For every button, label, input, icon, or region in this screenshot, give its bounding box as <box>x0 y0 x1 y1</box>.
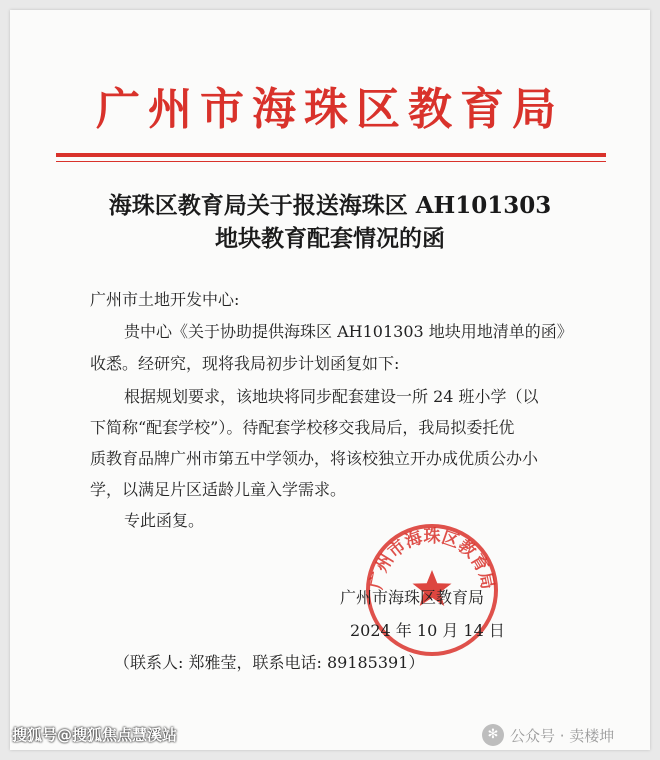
watermark-right <box>482 724 614 746</box>
svg-text:广州市海珠区教育局: 广州市海珠区教育局 <box>366 527 498 592</box>
body-line: 下简称“配套学校”）。待配套学校移交我局后，我局拟委托优 <box>90 418 515 437</box>
signature-date: 2024 年 10 月 14 日 <box>350 621 505 640</box>
letterhead-rule-thick <box>56 153 606 157</box>
letter-page <box>10 10 650 750</box>
watermark-right-text: 公众号 · 卖楼坤 <box>510 726 615 745</box>
body-line: 根据规划要求，该地块将同步配套建设一所 24 班小学（以 <box>124 387 539 406</box>
watermark-left: 搜狐号@搜狐焦点慧溪站 <box>12 726 178 744</box>
wechat-icon: ✻ <box>482 724 504 746</box>
body-line: 质教育品牌广州市第五中学领办，将该校独立开办成优质公办小 <box>90 449 539 468</box>
letterhead-rule-thin <box>56 161 606 162</box>
closing-line: 专此函复。 <box>124 511 205 530</box>
addressee: 广州市土地开发中心: <box>90 290 240 309</box>
letter-title-line-2: 地块教育配套情况的函 <box>215 225 445 252</box>
signature-organization: 广州市海珠区教育局 <box>340 588 485 607</box>
body-line: 学，以满足片区适龄儿童入学需求。 <box>90 480 347 499</box>
letter-title-line-1: 海珠区教育局关于报送海珠区 AH101303 <box>108 192 552 219</box>
body-line: 收悉。经研究，现将我局初步计划函复如下: <box>90 354 400 373</box>
letterhead-title: 广州市海珠区教育局 <box>96 84 564 135</box>
body-line: 贵中心《关于协助提供海珠区 AH101303 地块用地清单的函》 <box>124 322 573 341</box>
contact-info: （联系人: 郑雅莹，联系电话: 89185391） <box>114 653 425 672</box>
